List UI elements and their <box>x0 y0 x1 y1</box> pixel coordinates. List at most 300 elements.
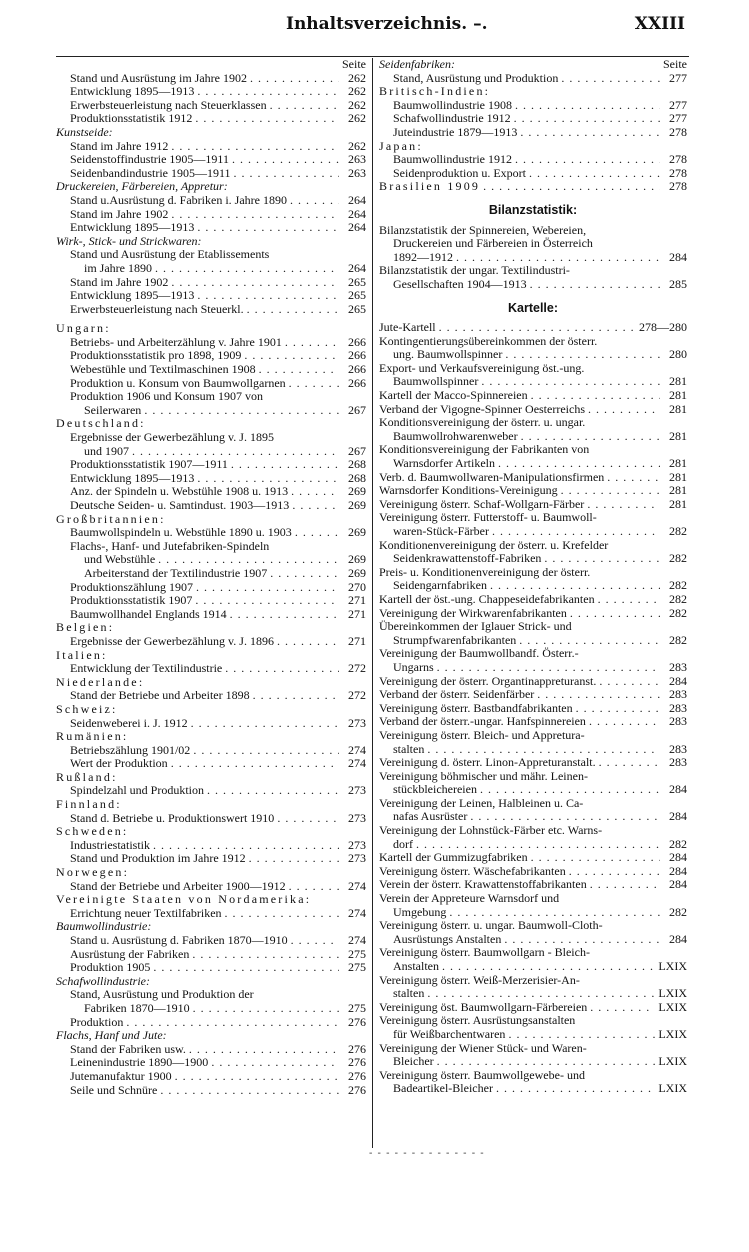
toc-page-number: 267 <box>348 402 366 417</box>
toc-page-number: 264 <box>348 192 366 207</box>
toc-text: waren-Stück-Färber <box>393 524 489 538</box>
toc-page-number: 264 <box>348 260 366 275</box>
dot-leader <box>171 757 339 771</box>
toc-text: Warnsdorfer Konditions-Vereinigung <box>379 483 558 498</box>
toc-page-number: 265 <box>348 288 366 303</box>
dot-leader <box>437 661 660 675</box>
subsection-heading: Flachs, Hanf und Jute: <box>56 1028 167 1043</box>
toc-text: im Jahre 1890 <box>84 260 152 275</box>
dot-leader <box>234 167 339 181</box>
toc-entry <box>56 526 366 540</box>
dot-leader <box>291 485 339 499</box>
toc-entry <box>379 153 687 167</box>
country-heading: Rußland: <box>56 769 118 784</box>
toc-page-number: 278 <box>669 152 687 167</box>
toc-entry <box>56 907 366 921</box>
toc-text: Verein der Appreteure Warnsdorf und <box>379 891 560 906</box>
toc-entry <box>379 471 687 485</box>
country-heading: Ungarn: <box>56 321 111 336</box>
left-column <box>56 58 366 1097</box>
toc-text: Stand, Ausrüstung und Produktion der <box>70 987 254 1002</box>
country-heading: Belgien: <box>56 620 115 635</box>
toc-text: Ergebnisse der Gewerbezählung v. J. 1895 <box>70 430 274 445</box>
toc-text: Errichtung neuer Textilfabriken <box>70 905 222 920</box>
dot-leader <box>175 1070 339 1084</box>
toc-text: Wert der Produktion <box>70 756 168 771</box>
toc-entry <box>56 363 366 377</box>
dot-leader <box>531 389 660 403</box>
toc-page-number: 269 <box>348 525 366 540</box>
toc-text: Entwicklung 1895—1913 <box>70 470 195 485</box>
subsection-heading: Schafwollindustrie: <box>56 973 150 988</box>
dot-leader <box>193 744 339 758</box>
dot-leader <box>195 112 339 126</box>
toc-text: Spindelzahl und Produktion <box>70 783 204 798</box>
toc-page-number: 284 <box>669 673 687 688</box>
toc-entry <box>379 634 687 648</box>
toc-page-number: 268 <box>348 457 366 472</box>
toc-page-number: 275 <box>348 946 366 961</box>
toc-entry <box>56 934 366 948</box>
toc-text: Bleicher <box>393 1054 434 1069</box>
toc-page-number: 277 <box>669 70 687 85</box>
dot-leader <box>437 1055 656 1069</box>
dot-leader <box>416 838 660 852</box>
toc-entry <box>379 375 687 389</box>
toc-text: Stand u. Ausrüstung d. Fabriken 1870—1910 <box>70 933 288 947</box>
toc-text: Umgebung <box>393 904 447 919</box>
toc-line <box>379 443 687 457</box>
toc-line <box>379 1069 687 1083</box>
dot-leader <box>496 1082 655 1096</box>
toc-text: Vereinigung österr. Bastbandfabrikanten <box>379 700 573 715</box>
toc-text: Brasilien 1909 <box>379 179 481 194</box>
dot-leader <box>492 525 660 539</box>
toc-page-number: 278 <box>669 179 687 194</box>
toc-entry <box>56 689 366 703</box>
toc-entry <box>56 276 366 290</box>
dot-leader <box>171 140 339 154</box>
toc-text: Vereinigung österr. Baumwollgarn - Bleich- <box>379 945 590 960</box>
toc-page-number: 283 <box>669 687 687 702</box>
toc-entry <box>56 581 366 595</box>
toc-entry <box>56 472 366 486</box>
toc-text: Anstalten <box>393 959 439 973</box>
dot-leader <box>197 221 339 235</box>
dot-leader <box>192 948 339 962</box>
toc-text: Produktion 1906 und Konsum 1907 von <box>70 389 264 404</box>
dot-leader <box>590 1001 655 1015</box>
toc-entry <box>379 552 687 566</box>
toc-page-number: 271 <box>348 593 366 608</box>
dot-leader <box>504 933 660 947</box>
toc-entry <box>379 430 687 444</box>
toc-text: Stand im Jahre 1902 <box>70 206 169 221</box>
toc-text: Preis- u. Konditionenvereinigung der österr. <box>379 564 591 579</box>
toc-entry <box>379 661 687 675</box>
dot-leader <box>225 907 339 921</box>
toc-entry <box>56 404 366 418</box>
toc-line <box>379 566 687 580</box>
toc-text: Seidenbandindustrie 1905—1911 <box>70 165 231 180</box>
toc-text: Baumwollspinner <box>393 374 479 389</box>
toc-entry <box>56 717 366 731</box>
toc-entry <box>56 635 366 649</box>
seite-label: Seite <box>342 57 366 71</box>
dot-leader <box>153 839 339 853</box>
toc-page-number: 267 <box>348 443 366 458</box>
dot-leader <box>193 1002 339 1016</box>
toc-text: Entwicklung 1895—1913 <box>70 220 195 235</box>
toc-line <box>379 946 687 960</box>
toc-entry <box>379 878 687 892</box>
toc-page-number: 276 <box>348 1014 366 1029</box>
toc-text: Kartell der Gummizugfabriken <box>379 850 528 865</box>
toc-entry <box>56 499 366 513</box>
toc-text: Erwerbsteuerleistung nach Steuerklassen <box>70 97 267 112</box>
dot-leader <box>505 348 660 362</box>
toc-page-number: 281 <box>669 374 687 389</box>
dot-leader <box>514 112 660 126</box>
country-heading: Rumänien: <box>56 729 129 744</box>
toc-entry <box>379 865 687 879</box>
toc-text: Anz. der Spindeln u. Webstühle 1908 u. 1913 <box>70 484 289 499</box>
toc-page-number: 278 <box>669 124 687 139</box>
toc-text: Produktionsstatistik 1912 <box>70 111 193 126</box>
toc-text: dorf <box>393 836 413 851</box>
dot-leader <box>232 153 339 167</box>
block-heading: Bilanzstatistik: <box>488 202 578 217</box>
toc-text: ung. Baumwollspinner <box>393 347 503 362</box>
toc-text: Kartell der Macco-Spinnereien <box>379 388 528 403</box>
toc-page-number: 282 <box>669 578 687 593</box>
toc-text: Übereinkommen der Iglauer Strick- und <box>379 619 572 634</box>
toc-line <box>379 511 687 525</box>
dot-leader <box>153 961 339 975</box>
toc-text: Flachs-, Hanf- und Jutefabriken-Spindeln <box>70 538 270 553</box>
toc-entry <box>379 783 687 797</box>
dot-leader <box>270 567 339 581</box>
toc-line <box>379 797 687 811</box>
toc-text: Fabriken 1870—1910 <box>84 1000 190 1015</box>
dot-leader <box>561 484 660 498</box>
toc-page-number: 262 <box>348 70 366 85</box>
toc-line <box>379 237 687 251</box>
toc-page-number: 269 <box>348 565 366 580</box>
toc-page-number: 276 <box>348 1082 366 1097</box>
dot-leader <box>442 960 655 974</box>
toc-text: Leinenindustrie 1890—1900 <box>70 1055 209 1070</box>
dot-leader <box>231 458 339 472</box>
toc-text: Stand u.Ausrüstung d. Fabriken i. Jahre 1890 <box>70 192 287 207</box>
toc-text: Bilanzstatistik der Spinnereien, Webereien, <box>379 222 587 237</box>
toc-page-number: 282 <box>669 632 687 647</box>
dot-leader <box>589 715 660 729</box>
toc-page-number: 281 <box>669 469 687 484</box>
toc-text: Produktionszählung 1907 <box>70 579 193 594</box>
toc-entry <box>379 715 687 729</box>
toc-text: Druckereien und Färbereien in Österreich <box>393 236 593 251</box>
toc-text: Deutsche Seiden- u. Samtindust. 1903—1913 <box>70 498 290 512</box>
toc-line <box>56 248 366 262</box>
toc-entry <box>56 948 366 962</box>
dot-leader <box>132 445 339 459</box>
dot-leader <box>570 607 660 621</box>
toc-text: Seidengarnfabriken <box>393 578 487 593</box>
toc-line <box>379 335 687 349</box>
toc-entry <box>379 838 687 852</box>
dot-leader <box>126 1016 339 1030</box>
toc-entry <box>56 221 366 235</box>
toc-line <box>379 919 687 933</box>
toc-page-number: 271 <box>348 606 366 621</box>
toc-entry <box>56 880 366 894</box>
toc-page-number: 270 <box>348 579 366 594</box>
toc-text: Export- und Verkaufsvereinigung öst.-ung. <box>379 360 585 375</box>
seite-label: Seite <box>663 57 687 71</box>
toc-line <box>379 974 687 988</box>
dot-leader <box>292 499 339 513</box>
toc-text: Produktionsstatistik 1907—1911 <box>70 457 228 472</box>
toc-page-number: 272 <box>348 661 366 676</box>
toc-entry <box>56 1070 366 1084</box>
dot-leader <box>576 702 660 716</box>
toc-page-number: 266 <box>348 348 366 363</box>
toc-text: Stand, Ausrüstung und Produktion <box>393 70 559 85</box>
toc-entry <box>379 72 687 86</box>
toc-text: Verein der österr. Krawattenstoffabrikanten <box>379 877 587 892</box>
toc-entry <box>379 906 687 920</box>
dot-leader <box>211 1056 339 1070</box>
toc-text: Seilerwaren <box>84 402 142 417</box>
toc-entry <box>379 403 687 417</box>
dot-leader <box>259 363 339 377</box>
toc-page-number: 280 <box>669 347 687 362</box>
dot-leader <box>230 608 339 622</box>
toc-text: Produktionsstatistik pro 1898, 1909 <box>70 348 242 363</box>
dot-leader <box>197 85 339 99</box>
toc-entry <box>56 594 366 608</box>
toc-text: Warnsdorfer Artikeln <box>393 456 495 471</box>
page-title: Inhaltsverzeichnis. –. <box>286 14 488 34</box>
dot-leader <box>249 852 339 866</box>
dot-leader <box>189 1043 339 1057</box>
toc-page-number: LXIX <box>658 999 687 1014</box>
dot-leader <box>588 403 660 417</box>
toc-text: Strumpfwarenfabrikanten <box>393 632 517 647</box>
dot-leader <box>158 553 339 567</box>
dot-leader <box>456 251 660 265</box>
country-heading: Japan: <box>379 138 423 153</box>
dot-leader <box>197 472 339 486</box>
toc-page-number: LXIX <box>658 1026 687 1041</box>
toc-page-number: 262 <box>348 97 366 112</box>
dot-leader <box>490 579 660 593</box>
toc-text: Stand und Ausrüstung der Etablissements <box>70 247 270 262</box>
toc-entry <box>56 1056 366 1070</box>
toc-line <box>379 1042 687 1056</box>
dot-leader <box>439 321 636 335</box>
toc-entry <box>56 608 366 622</box>
toc-page-number: 283 <box>669 755 687 770</box>
toc-text: Verband der österr.-ungar. Hanfspinnereien <box>379 714 586 729</box>
toc-entry <box>379 743 687 757</box>
toc-text: Vereinigung österr. Weiß-Merzerisier-An- <box>379 972 580 987</box>
toc-page-number: 276 <box>348 1041 366 1056</box>
toc-text: Vereinigung österr. Futterstoff- u. Baumwoll- <box>379 510 597 525</box>
toc-entry <box>379 167 687 181</box>
toc-page-number: 282 <box>669 591 687 606</box>
toc-entry <box>379 99 687 113</box>
toc-page-number: 277 <box>669 111 687 126</box>
toc-page-number: 269 <box>348 498 366 512</box>
toc-text: Vereinigung der Lohnstück-Färber etc. Warns- <box>379 823 603 838</box>
dot-leader <box>207 784 339 798</box>
toc-entry <box>379 579 687 593</box>
toc-text: Seidenstoffindustrie 1905—1911 <box>70 152 229 167</box>
toc-text: Kartell der öst.-ung. Chappeseidefabrikanten <box>379 591 595 606</box>
toc-page-number: 274 <box>348 905 366 920</box>
toc-page-number: 277 <box>669 97 687 112</box>
toc-page-number: 273 <box>348 810 366 825</box>
dot-leader <box>277 635 339 649</box>
toc-entry <box>379 1001 687 1015</box>
toc-entry <box>56 1016 366 1030</box>
toc-text: Betriebs- und Arbeiterzählung v. Jahre 1901 <box>70 334 282 349</box>
toc-line <box>56 431 366 445</box>
toc-text: 1892—1912 <box>393 249 453 264</box>
toc-text: Entwicklung 1895—1913 <box>70 288 195 303</box>
country-heading: Großbritannien: <box>56 511 166 526</box>
toc-line <box>379 824 687 838</box>
dot-leader <box>247 303 339 317</box>
dot-leader <box>480 783 660 797</box>
toc-text: Ergebnisse der Gewerbezählung v. J. 1896 <box>70 633 274 648</box>
toc-entry <box>56 289 366 303</box>
toc-entry <box>379 1028 687 1042</box>
toc-entry <box>56 112 366 126</box>
toc-page-number: 265 <box>348 274 366 289</box>
subsection-heading: Druckereien, Färbereien, Appretur: <box>56 179 228 194</box>
dot-leader <box>295 526 339 540</box>
toc-text: Vereinigung der österr. Organtinappreturanst. <box>379 673 597 688</box>
toc-text: Betriebszählung 1901/02 <box>70 742 191 757</box>
toc-text: Vereinigung öst. Baumwollgarn-Färbereien <box>379 999 588 1014</box>
toc-line <box>379 770 687 784</box>
dot-leader <box>498 457 660 471</box>
section-title: Seidenfabriken: <box>379 57 455 71</box>
dot-leader <box>544 552 660 566</box>
subsection-heading: Kunstseide: <box>56 124 113 139</box>
toc-entry <box>56 553 366 567</box>
dot-leader <box>289 880 339 894</box>
toc-text: Vereinigung österr. u. ungar. Baumwoll-Cloth- <box>379 918 603 933</box>
toc-text: Stand und Ausrüstung im Jahre 1902 <box>70 70 247 85</box>
toc-entry <box>379 810 687 824</box>
dot-leader <box>290 194 339 208</box>
toc-entry <box>56 262 366 276</box>
toc-text: Arbeiterstand der Textilindustrie 1907 <box>84 565 268 580</box>
toc-page-number: 274 <box>348 933 366 947</box>
toc-page-number: 268 <box>348 470 366 485</box>
toc-page-number: 284 <box>669 249 687 264</box>
toc-page-number: 282 <box>669 551 687 566</box>
dot-leader <box>289 377 339 391</box>
toc-text: Juteindustrie 1879—1913 <box>393 124 518 139</box>
country-heading: Schweiz: <box>56 701 118 716</box>
toc-text: Baumwollspindeln u. Webstühle 1890 u. 1903 <box>70 525 292 540</box>
toc-text: Baumwollrohwarenweber <box>393 428 518 443</box>
dot-leader <box>270 99 339 113</box>
dot-leader <box>481 375 660 389</box>
toc-text: Produktion 1905 <box>70 960 151 975</box>
toc-text: Stand d. Betriebe u. Produktionswert 1910 <box>70 810 275 825</box>
toc-text: Stand der Betriebe und Arbeiter 1900—1912 <box>70 878 286 893</box>
toc-entry <box>379 987 687 1001</box>
toc-entry <box>379 180 687 194</box>
block-heading: Kartelle: <box>507 300 559 315</box>
toc-text: Entwicklung 1895—1913 <box>70 84 195 99</box>
toc-text: Seidenproduktion u. Export <box>393 165 526 180</box>
toc-page-number: 284 <box>669 850 687 865</box>
toc-text: Seile und Schnüre <box>70 1082 158 1097</box>
toc-page-number: 273 <box>348 783 366 798</box>
toc-text: Baumwollindustrie 1912 <box>393 152 512 167</box>
country-heading: Norwegen: <box>56 865 130 880</box>
toc-text: Ausrüstung der Fabriken <box>70 946 190 961</box>
toc-text: Konditionsvereinigung der österr. u. ungar. <box>379 415 586 430</box>
toc-entry <box>56 72 366 86</box>
dot-leader <box>250 72 339 86</box>
toc-text: nafas Ausrüster <box>393 809 468 824</box>
toc-text: Produktion <box>70 1014 124 1029</box>
toc-entry <box>379 484 687 498</box>
toc-entry <box>379 525 687 539</box>
toc-text: Produktion u. Konsum von Baumwollgarnen <box>70 375 286 390</box>
toc-entry <box>379 702 687 716</box>
toc-text: Seidenkrawattenstoff-Fabriken <box>393 551 542 566</box>
dot-leader <box>171 276 339 290</box>
toc-page-number: 273 <box>348 851 366 866</box>
dot-leader <box>537 688 660 702</box>
toc-line <box>379 620 687 634</box>
toc-page-number: 282 <box>669 904 687 919</box>
toc-text: Verb. d. Baumwollwaren-Manipulationsfirmen <box>379 469 605 484</box>
toc-text: Stand im Jahre 1902 <box>70 274 169 289</box>
dot-leader <box>521 430 660 444</box>
toc-page-number: LXIX <box>658 959 687 973</box>
toc-page-number: 281 <box>669 456 687 471</box>
toc-entry <box>56 852 366 866</box>
toc-entry <box>379 851 687 865</box>
toc-text: Vereinigung österr. Bleich- und Appretura- <box>379 727 585 742</box>
toc-text: Badeartikel-Bleicher <box>393 1081 493 1096</box>
toc-text: Konditionenvereinigung der österr. u. Krefelder <box>379 537 609 552</box>
country-heading: Italien: <box>56 647 108 662</box>
toc-entry <box>56 303 366 317</box>
toc-text: Vereinigung österr. Schaf-Wollgarn-Färber <box>379 496 585 511</box>
country-heading: Deutschland: <box>56 416 146 431</box>
toc-line <box>379 892 687 906</box>
toc-entry <box>379 251 687 265</box>
toc-line <box>56 390 366 404</box>
toc-entry <box>379 933 687 947</box>
dot-leader <box>470 810 660 824</box>
dot-leader <box>519 634 660 648</box>
end-rule: - - - - - - - - - - - - - - <box>369 1148 485 1159</box>
toc-text: Vereinigung der Baumwollbandf. Österr.- <box>379 646 579 661</box>
toc-text: Schafwollindustrie 1912 <box>393 111 511 126</box>
